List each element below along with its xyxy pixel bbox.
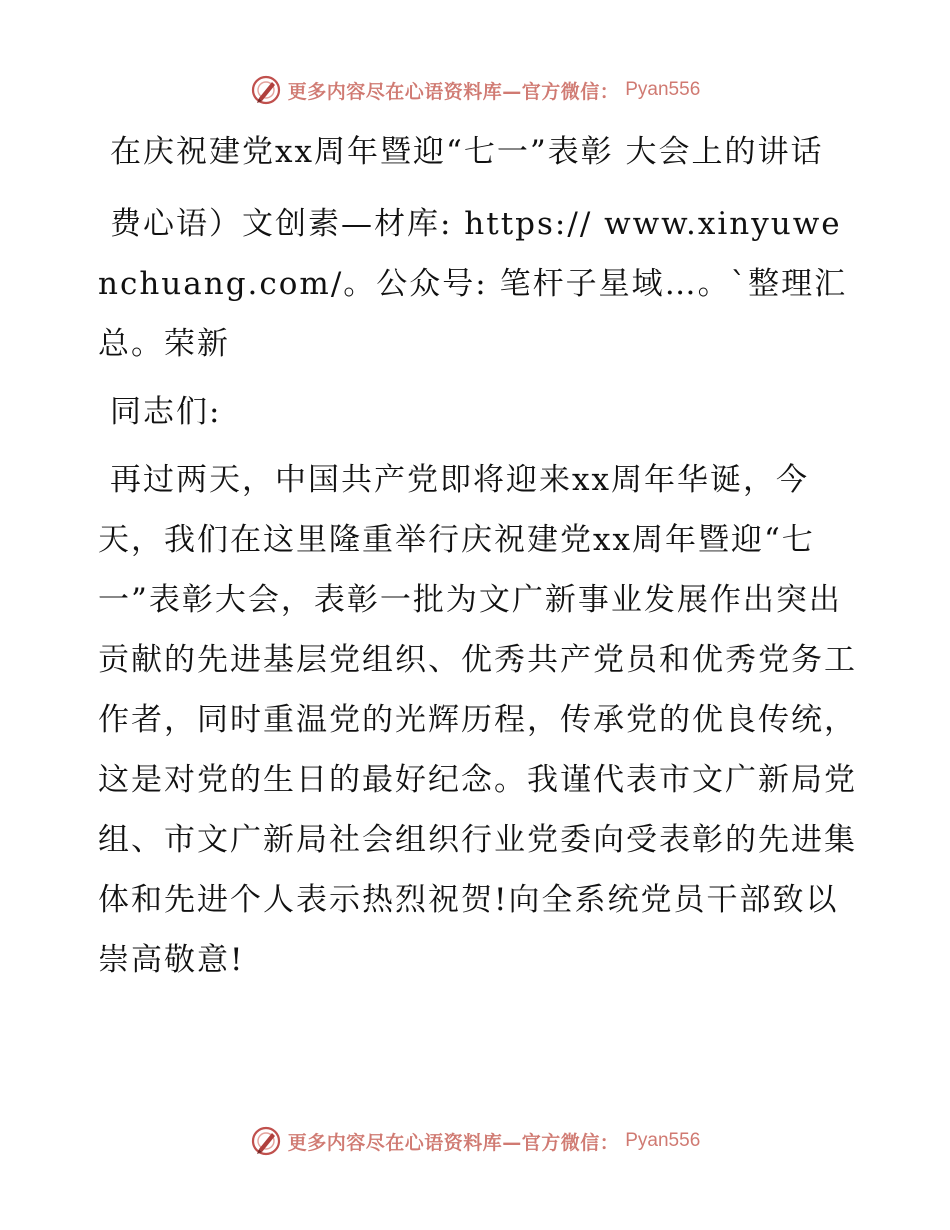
document-title: 在庆祝建党xx周年暨迎“七一”表彰 大会上的讲话 <box>110 134 824 170</box>
header-banner-inner <box>250 74 701 106</box>
footer-banner-inner <box>250 1125 701 1157</box>
document-body <box>98 122 858 990</box>
greeting: 同志们: <box>110 394 222 430</box>
paragraph-1: 再过两天，中国共产党即将迎来xx周年华诞，今天，我们在这里隆重举行庆祝建党xx周年暨迎“七一”表彰大会，表彰一批为文广新事业发展作出突出贡献的先进基层党组织、优秀共产党员和优秀党务工作者，同时重温党的光辉历程，传承党的优良传统，这是对党的生日的最好纪念。我谨代表市文广新局党组、市文广新局社会组织行业党委向受表彰的先进集体和先进个人表示热烈祝贺!向全系统党员干部致以崇高敬意! <box>98 462 857 978</box>
header-banner-text: 更多内容尽在心语资料库—官方微信： <box>287 80 620 103</box>
footer-banner-text: 更多内容尽在心语资料库—官方微信： <box>287 1131 620 1154</box>
source-line: 费心语）文创素—材库: https:// www.xinyuwenchuang.com/。公众号: 笔杆子星域…。`整理汇总。荣新 <box>98 206 848 362</box>
pen-logo-icon <box>250 1125 282 1157</box>
header-banner <box>0 70 950 110</box>
footer-banner <box>0 1121 950 1161</box>
footer-banner-id: Pyan556 <box>625 1130 701 1151</box>
header-banner-id: Pyan556 <box>625 79 701 100</box>
pen-logo-icon <box>250 74 282 106</box>
